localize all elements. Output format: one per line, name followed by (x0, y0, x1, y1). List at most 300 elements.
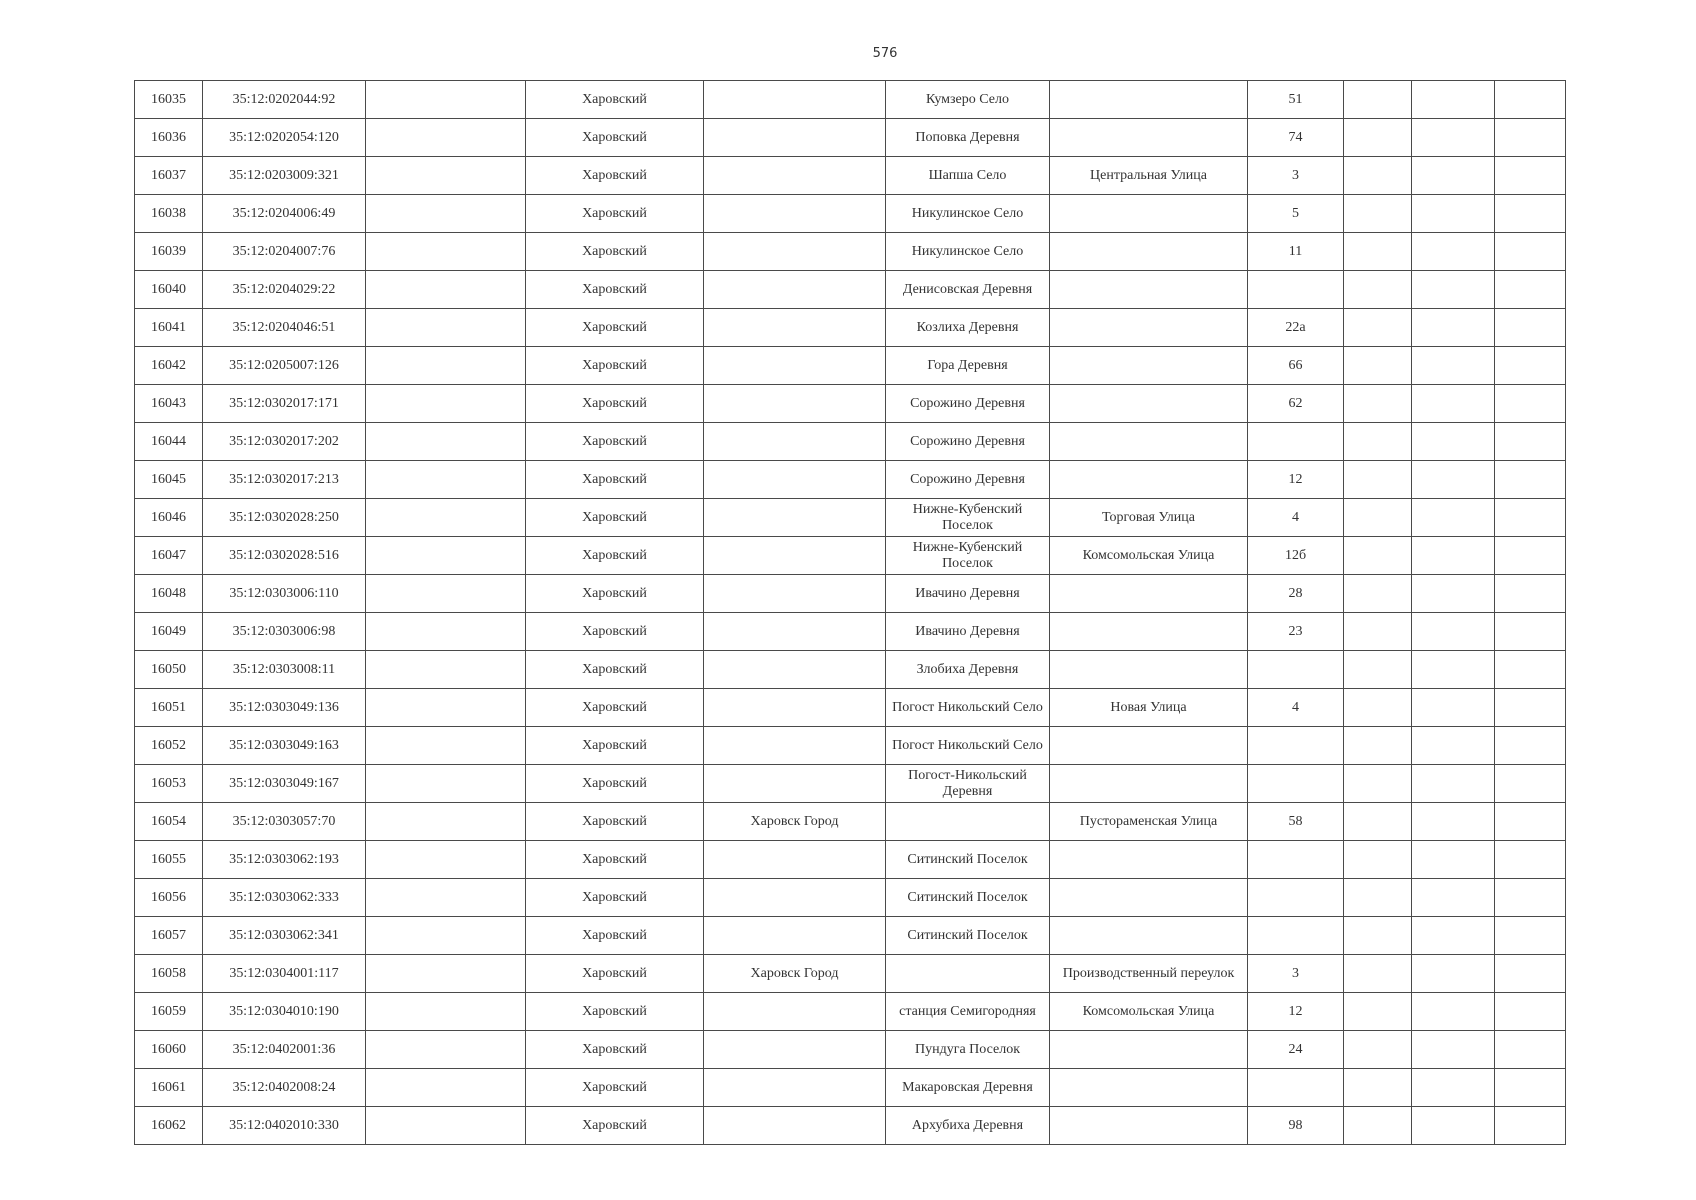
settlement-cell (886, 955, 1050, 993)
cadastral-number-cell: 35:12:0203009:321 (203, 157, 366, 195)
street-cell (1050, 917, 1248, 955)
street-cell (1050, 309, 1248, 347)
record-number-cell: 16057 (135, 917, 203, 955)
extra-cell-3 (1495, 689, 1566, 727)
house-number-cell: 58 (1248, 803, 1344, 841)
district-cell: Харовский (526, 461, 704, 499)
extra-cell-2 (1412, 309, 1495, 347)
street-cell (1050, 879, 1248, 917)
city-cell (704, 841, 886, 879)
extra-cell-1 (1344, 613, 1412, 651)
table-row (135, 765, 1566, 803)
street-cell (1050, 765, 1248, 803)
blank-cell (366, 575, 526, 613)
extra-cell-2 (1412, 461, 1495, 499)
extra-cell-1 (1344, 81, 1412, 119)
table-row (135, 803, 1566, 841)
table-row (135, 157, 1566, 195)
table-row (135, 917, 1566, 955)
cadastral-number-cell: 35:12:0204006:49 (203, 195, 366, 233)
extra-cell-1 (1344, 575, 1412, 613)
extra-cell-2 (1412, 1031, 1495, 1069)
extra-cell-3 (1495, 765, 1566, 803)
extra-cell-3 (1495, 917, 1566, 955)
table-row (135, 613, 1566, 651)
extra-cell-3 (1495, 347, 1566, 385)
city-cell (704, 879, 886, 917)
settlement-cell: Гора Деревня (886, 347, 1050, 385)
record-number-cell: 16040 (135, 271, 203, 309)
blank-cell (366, 841, 526, 879)
table-row (135, 195, 1566, 233)
cadastral-number-cell: 35:12:0303006:98 (203, 613, 366, 651)
table-row (135, 537, 1566, 575)
street-cell (1050, 385, 1248, 423)
table-row (135, 81, 1566, 119)
blank-cell (366, 879, 526, 917)
house-number-cell (1248, 879, 1344, 917)
district-cell: Харовский (526, 651, 704, 689)
blank-cell (366, 233, 526, 271)
city-cell (704, 385, 886, 423)
cadastral-number-cell: 35:12:0302017:213 (203, 461, 366, 499)
settlement-cell: Погост Никольский Село (886, 727, 1050, 765)
extra-cell-2 (1412, 613, 1495, 651)
extra-cell-3 (1495, 537, 1566, 575)
house-number-cell: 74 (1248, 119, 1344, 157)
cadastral-number-cell: 35:12:0302028:516 (203, 537, 366, 575)
extra-cell-1 (1344, 993, 1412, 1031)
extra-cell-1 (1344, 955, 1412, 993)
record-number-cell: 16051 (135, 689, 203, 727)
settlement-cell: Погост Никольский Село (886, 689, 1050, 727)
extra-cell-3 (1495, 1069, 1566, 1107)
extra-cell-3 (1495, 81, 1566, 119)
record-number-cell: 16052 (135, 727, 203, 765)
table-row (135, 575, 1566, 613)
settlement-cell: Нижне-Кубенский Поселок (886, 499, 1050, 537)
city-cell (704, 499, 886, 537)
blank-cell (366, 347, 526, 385)
record-number-cell: 16053 (135, 765, 203, 803)
district-cell: Харовский (526, 309, 704, 347)
blank-cell (366, 195, 526, 233)
settlement-cell: Ситинский Поселок (886, 841, 1050, 879)
blank-cell (366, 917, 526, 955)
extra-cell-3 (1495, 1107, 1566, 1145)
extra-cell-2 (1412, 271, 1495, 309)
house-number-cell: 51 (1248, 81, 1344, 119)
table-row (135, 727, 1566, 765)
district-cell: Харовский (526, 233, 704, 271)
table-row (135, 993, 1566, 1031)
city-cell (704, 195, 886, 233)
extra-cell-3 (1495, 195, 1566, 233)
district-cell: Харовский (526, 385, 704, 423)
city-cell (704, 765, 886, 803)
cadastral-number-cell: 35:12:0204029:22 (203, 271, 366, 309)
settlement-cell: Поповка Деревня (886, 119, 1050, 157)
blank-cell (366, 271, 526, 309)
extra-cell-2 (1412, 499, 1495, 537)
extra-cell-2 (1412, 347, 1495, 385)
extra-cell-1 (1344, 385, 1412, 423)
settlement-cell: Ситинский Поселок (886, 917, 1050, 955)
house-number-cell: 11 (1248, 233, 1344, 271)
district-cell: Харовский (526, 917, 704, 955)
house-number-cell: 4 (1248, 689, 1344, 727)
extra-cell-3 (1495, 233, 1566, 271)
cadastral-number-cell: 35:12:0303062:333 (203, 879, 366, 917)
extra-cell-2 (1412, 917, 1495, 955)
district-cell: Харовский (526, 803, 704, 841)
cadastral-number-cell: 35:12:0204007:76 (203, 233, 366, 271)
street-cell (1050, 119, 1248, 157)
table-row (135, 233, 1566, 271)
settlement-cell: Архубиха Деревня (886, 1107, 1050, 1145)
extra-cell-3 (1495, 1031, 1566, 1069)
extra-cell-3 (1495, 613, 1566, 651)
table-row (135, 1107, 1566, 1145)
record-number-cell: 16046 (135, 499, 203, 537)
street-cell (1050, 841, 1248, 879)
extra-cell-2 (1412, 841, 1495, 879)
blank-cell (366, 537, 526, 575)
street-cell (1050, 461, 1248, 499)
district-cell: Харовский (526, 119, 704, 157)
district-cell: Харовский (526, 955, 704, 993)
table-row (135, 689, 1566, 727)
record-number-cell: 16041 (135, 309, 203, 347)
cadastral-number-cell: 35:12:0303049:163 (203, 727, 366, 765)
district-cell: Харовский (526, 499, 704, 537)
street-cell (1050, 233, 1248, 271)
city-cell (704, 613, 886, 651)
blank-cell (366, 157, 526, 195)
table-row (135, 385, 1566, 423)
extra-cell-2 (1412, 689, 1495, 727)
street-cell: Комсомольская Улица (1050, 993, 1248, 1031)
blank-cell (366, 955, 526, 993)
blank-cell (366, 765, 526, 803)
district-cell: Харовский (526, 195, 704, 233)
record-number-cell: 16049 (135, 613, 203, 651)
table-row (135, 423, 1566, 461)
cadastral-number-cell: 35:12:0205007:126 (203, 347, 366, 385)
extra-cell-2 (1412, 993, 1495, 1031)
city-cell (704, 537, 886, 575)
settlement-cell: Кумзеро Село (886, 81, 1050, 119)
settlement-cell: Сорожино Деревня (886, 461, 1050, 499)
street-cell (1050, 1107, 1248, 1145)
house-number-cell: 62 (1248, 385, 1344, 423)
settlement-cell: Погост-Никольский Деревня (886, 765, 1050, 803)
district-cell: Харовский (526, 157, 704, 195)
district-cell: Харовский (526, 575, 704, 613)
extra-cell-1 (1344, 347, 1412, 385)
cadastral-number-cell: 35:12:0202044:92 (203, 81, 366, 119)
blank-cell (366, 423, 526, 461)
district-cell: Харовский (526, 613, 704, 651)
blank-cell (366, 309, 526, 347)
record-number-cell: 16037 (135, 157, 203, 195)
extra-cell-2 (1412, 575, 1495, 613)
table-row (135, 271, 1566, 309)
table-row (135, 461, 1566, 499)
street-cell: Пустораменская Улица (1050, 803, 1248, 841)
table-row (135, 879, 1566, 917)
city-cell (704, 81, 886, 119)
street-cell: Торговая Улица (1050, 499, 1248, 537)
blank-cell (366, 1069, 526, 1107)
street-cell: Новая Улица (1050, 689, 1248, 727)
settlement-cell: Ивачино Деревня (886, 613, 1050, 651)
extra-cell-2 (1412, 233, 1495, 271)
extra-cell-3 (1495, 423, 1566, 461)
extra-cell-3 (1495, 651, 1566, 689)
registry-table (134, 80, 1566, 1145)
extra-cell-2 (1412, 1069, 1495, 1107)
extra-cell-1 (1344, 119, 1412, 157)
record-number-cell: 16058 (135, 955, 203, 993)
street-cell (1050, 1031, 1248, 1069)
extra-cell-3 (1495, 271, 1566, 309)
cadastral-number-cell: 35:12:0202054:120 (203, 119, 366, 157)
blank-cell (366, 727, 526, 765)
extra-cell-1 (1344, 1069, 1412, 1107)
street-cell (1050, 613, 1248, 651)
blank-cell (366, 385, 526, 423)
extra-cell-2 (1412, 119, 1495, 157)
extra-cell-1 (1344, 917, 1412, 955)
district-cell: Харовский (526, 765, 704, 803)
house-number-cell: 3 (1248, 955, 1344, 993)
settlement-cell: Ситинский Поселок (886, 879, 1050, 917)
house-number-cell (1248, 917, 1344, 955)
settlement-cell: Сорожино Деревня (886, 385, 1050, 423)
settlement-cell: Никулинское Село (886, 233, 1050, 271)
settlement-cell: Козлиха Деревня (886, 309, 1050, 347)
extra-cell-2 (1412, 765, 1495, 803)
extra-cell-3 (1495, 993, 1566, 1031)
district-cell: Харовский (526, 271, 704, 309)
table-row (135, 955, 1566, 993)
cadastral-number-cell: 35:12:0402001:36 (203, 1031, 366, 1069)
house-number-cell: 24 (1248, 1031, 1344, 1069)
extra-cell-1 (1344, 157, 1412, 195)
house-number-cell: 23 (1248, 613, 1344, 651)
settlement-cell: станция Семигородняя (886, 993, 1050, 1031)
extra-cell-3 (1495, 309, 1566, 347)
table-row (135, 119, 1566, 157)
district-cell: Харовский (526, 879, 704, 917)
extra-cell-1 (1344, 1031, 1412, 1069)
table-row (135, 347, 1566, 385)
city-cell (704, 917, 886, 955)
table-row (135, 1069, 1566, 1107)
city-cell (704, 727, 886, 765)
district-cell: Харовский (526, 347, 704, 385)
extra-cell-3 (1495, 575, 1566, 613)
settlement-cell: Макаровская Деревня (886, 1069, 1050, 1107)
cadastral-number-cell: 35:12:0303062:193 (203, 841, 366, 879)
city-cell (704, 651, 886, 689)
record-number-cell: 16044 (135, 423, 203, 461)
extra-cell-1 (1344, 803, 1412, 841)
extra-cell-2 (1412, 423, 1495, 461)
city-cell (704, 347, 886, 385)
blank-cell (366, 689, 526, 727)
extra-cell-2 (1412, 879, 1495, 917)
extra-cell-2 (1412, 385, 1495, 423)
cadastral-number-cell: 35:12:0302028:250 (203, 499, 366, 537)
blank-cell (366, 1031, 526, 1069)
house-number-cell (1248, 727, 1344, 765)
extra-cell-3 (1495, 157, 1566, 195)
extra-cell-1 (1344, 727, 1412, 765)
blank-cell (366, 993, 526, 1031)
settlement-cell: Пундуга Поселок (886, 1031, 1050, 1069)
district-cell: Харовский (526, 1069, 704, 1107)
table-row (135, 499, 1566, 537)
cadastral-number-cell: 35:12:0303049:136 (203, 689, 366, 727)
house-number-cell: 5 (1248, 195, 1344, 233)
record-number-cell: 16045 (135, 461, 203, 499)
blank-cell (366, 803, 526, 841)
city-cell (704, 271, 886, 309)
cadastral-number-cell: 35:12:0303006:110 (203, 575, 366, 613)
city-cell (704, 423, 886, 461)
district-cell: Харовский (526, 537, 704, 575)
city-cell (704, 1069, 886, 1107)
city-cell: Харовск Город (704, 955, 886, 993)
extra-cell-3 (1495, 841, 1566, 879)
street-cell (1050, 195, 1248, 233)
extra-cell-3 (1495, 119, 1566, 157)
extra-cell-1 (1344, 233, 1412, 271)
extra-cell-1 (1344, 423, 1412, 461)
extra-cell-2 (1412, 727, 1495, 765)
district-cell: Харовский (526, 841, 704, 879)
cadastral-number-cell: 35:12:0302017:171 (203, 385, 366, 423)
street-cell (1050, 423, 1248, 461)
record-number-cell: 16036 (135, 119, 203, 157)
street-cell: Центральная Улица (1050, 157, 1248, 195)
cadastral-number-cell: 35:12:0304001:117 (203, 955, 366, 993)
settlement-cell: Шапша Село (886, 157, 1050, 195)
record-number-cell: 16056 (135, 879, 203, 917)
house-number-cell: 12б (1248, 537, 1344, 575)
cadastral-number-cell: 35:12:0302017:202 (203, 423, 366, 461)
extra-cell-2 (1412, 1107, 1495, 1145)
street-cell: Комсомольская Улица (1050, 537, 1248, 575)
cadastral-number-cell: 35:12:0303062:341 (203, 917, 366, 955)
cadastral-number-cell: 35:12:0303057:70 (203, 803, 366, 841)
blank-cell (366, 613, 526, 651)
record-number-cell: 16060 (135, 1031, 203, 1069)
house-number-cell: 28 (1248, 575, 1344, 613)
extra-cell-2 (1412, 195, 1495, 233)
extra-cell-3 (1495, 385, 1566, 423)
extra-cell-1 (1344, 499, 1412, 537)
extra-cell-1 (1344, 271, 1412, 309)
settlement-cell: Сорожино Деревня (886, 423, 1050, 461)
house-number-cell (1248, 423, 1344, 461)
cadastral-number-cell: 35:12:0303008:11 (203, 651, 366, 689)
record-number-cell: 16054 (135, 803, 203, 841)
extra-cell-2 (1412, 955, 1495, 993)
extra-cell-2 (1412, 803, 1495, 841)
city-cell: Харовск Город (704, 803, 886, 841)
house-number-cell: 66 (1248, 347, 1344, 385)
cadastral-number-cell: 35:12:0402010:330 (203, 1107, 366, 1145)
district-cell: Харовский (526, 1031, 704, 1069)
cadastral-number-cell: 35:12:0402008:24 (203, 1069, 366, 1107)
record-number-cell: 16038 (135, 195, 203, 233)
district-cell: Харовский (526, 1107, 704, 1145)
house-number-cell: 98 (1248, 1107, 1344, 1145)
settlement-cell: Денисовская Деревня (886, 271, 1050, 309)
house-number-cell: 22а (1248, 309, 1344, 347)
registry-body (135, 81, 1566, 1145)
house-number-cell (1248, 651, 1344, 689)
city-cell (704, 119, 886, 157)
extra-cell-3 (1495, 499, 1566, 537)
record-number-cell: 16043 (135, 385, 203, 423)
house-number-cell: 3 (1248, 157, 1344, 195)
extra-cell-1 (1344, 689, 1412, 727)
house-number-cell (1248, 271, 1344, 309)
blank-cell (366, 461, 526, 499)
district-cell: Харовский (526, 81, 704, 119)
record-number-cell: 16062 (135, 1107, 203, 1145)
record-number-cell: 16047 (135, 537, 203, 575)
blank-cell (366, 81, 526, 119)
city-cell (704, 575, 886, 613)
house-number-cell (1248, 841, 1344, 879)
table-row (135, 651, 1566, 689)
extra-cell-3 (1495, 879, 1566, 917)
city-cell (704, 689, 886, 727)
record-number-cell: 16050 (135, 651, 203, 689)
street-cell (1050, 347, 1248, 385)
table-row (135, 841, 1566, 879)
city-cell (704, 309, 886, 347)
extra-cell-1 (1344, 537, 1412, 575)
settlement-cell (886, 803, 1050, 841)
extra-cell-1 (1344, 651, 1412, 689)
extra-cell-1 (1344, 1107, 1412, 1145)
extra-cell-1 (1344, 879, 1412, 917)
house-number-cell (1248, 1069, 1344, 1107)
blank-cell (366, 499, 526, 537)
street-cell (1050, 651, 1248, 689)
city-cell (704, 157, 886, 195)
street-cell: Производственный переулок (1050, 955, 1248, 993)
extra-cell-1 (1344, 309, 1412, 347)
city-cell (704, 1107, 886, 1145)
blank-cell (366, 119, 526, 157)
extra-cell-2 (1412, 537, 1495, 575)
page-number: 576 (872, 46, 898, 61)
extra-cell-1 (1344, 765, 1412, 803)
blank-cell (366, 1107, 526, 1145)
extra-cell-2 (1412, 157, 1495, 195)
table-row (135, 1031, 1566, 1069)
district-cell: Харовский (526, 423, 704, 461)
cadastral-number-cell: 35:12:0304010:190 (203, 993, 366, 1031)
street-cell (1050, 727, 1248, 765)
